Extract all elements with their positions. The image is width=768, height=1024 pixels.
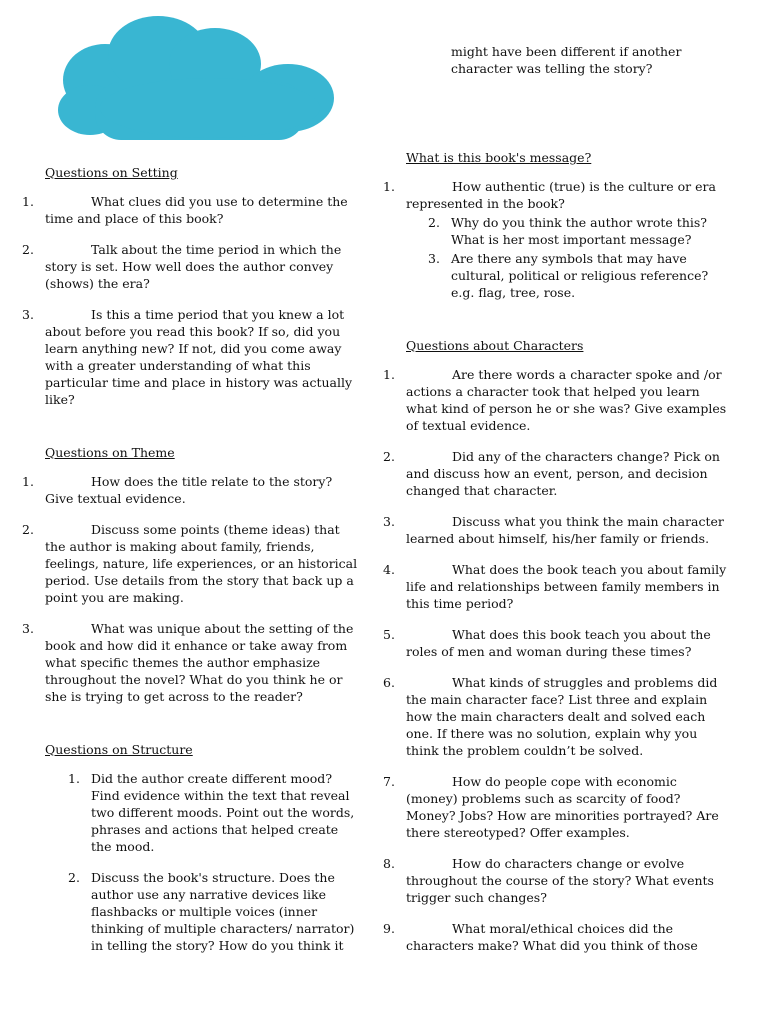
characters-heading: Questions about Characters: [406, 338, 584, 353]
list-item: 2. Talk about the time period in which the story is set. How well does the author convey (shows) the era?: [22, 242, 342, 291]
list-item: 2. Why do you think the author wrote this? What is her most important message?: [428, 215, 707, 247]
list-item: 1. Are there words a character spoke and /or actions a character took that helped you learn what kind of person he or she was? Give examples of textual evidence.: [383, 367, 727, 433]
list-item: 1. Did the author create different mood? Find evidence within the text that reveal two different moods. Point out the words, phrases and actions that helped create the mood.: [68, 771, 355, 854]
list-item: 6. What kinds of struggles and problems did the main character face? List three and explain how the main characters dealt and solved each one. If there was no solution, explain why you think the problem couldn’t be solved.: [383, 675, 718, 758]
list-item: 2. Discuss some points (theme ideas) that the author is making about family, friends, feelings, nature, life experiences, or an historical period. Use details from the story that back up a point you are making.: [22, 522, 358, 605]
list-item: 8. How do characters change or evolve throughout the course of the story? What events trigger such changes?: [383, 856, 714, 905]
list-item: 4. What does the book teach you about family life and relationships between family members in this time period?: [383, 562, 727, 611]
theme-heading: Questions on Theme: [45, 445, 175, 460]
left-column: [22, 164, 362, 968]
list-item: 1. How does the title relate to the story? Give textual evidence.: [22, 474, 333, 506]
cloud-illustration: [50, 12, 340, 142]
list-item: 3. Are there any symbols that may have cultural, political or religious reference? e.g. flag, tree, rose.: [428, 251, 709, 300]
list-item: 3. Discuss what you think the main character learned about himself, his/her family or friends.: [383, 514, 724, 546]
list-item: 1. How authentic (true) is the culture or era represented in the book?: [383, 179, 716, 211]
setting-heading: Questions on Setting: [45, 165, 178, 180]
list-item: 1. What clues did you use to determine the time and place of this book?: [22, 194, 348, 226]
list-item: 7. How do people cope with economic (money) problems such as scarcity of food? Money? Jobs? How are minorities portrayed? Are there stereotyped? Offer examples.: [383, 774, 719, 840]
list-item: 2. Did any of the characters change? Pick on and discuss how an event, person, and decision changed that character.: [383, 449, 720, 498]
list-item: 3. What was unique about the setting of the book and how did it enhance or take away from what specific themes the author emphasize throughout the novel? What do you think he or she is trying to get across to the reader?: [22, 621, 354, 704]
list-item: 5. What does this book teach you about the roles of men and woman during these times?: [383, 627, 711, 659]
message-heading: What is this book's message?: [406, 150, 592, 165]
list-item: 2. Discuss the book's structure. Does the author use any narrative devices like flashbacks or multiple voices (inner thinking of multiple characters/ narrator) in telling the story? How do you think it: [68, 870, 355, 953]
list-item: 3. Is this a time period that you knew a lot about before you read this book? If so, did you learn anything new? If not, did you come away with a greater understanding of what this particular time and place in history was actually like?: [22, 307, 353, 407]
list-item: 9. What moral/ethical choices did the characters make? What did you think of those: [383, 921, 698, 953]
structure-heading: Questions on Structure: [45, 742, 193, 757]
structure-continuation: might have been different if another character was telling the story?: [451, 44, 682, 76]
right-column: [383, 43, 728, 968]
